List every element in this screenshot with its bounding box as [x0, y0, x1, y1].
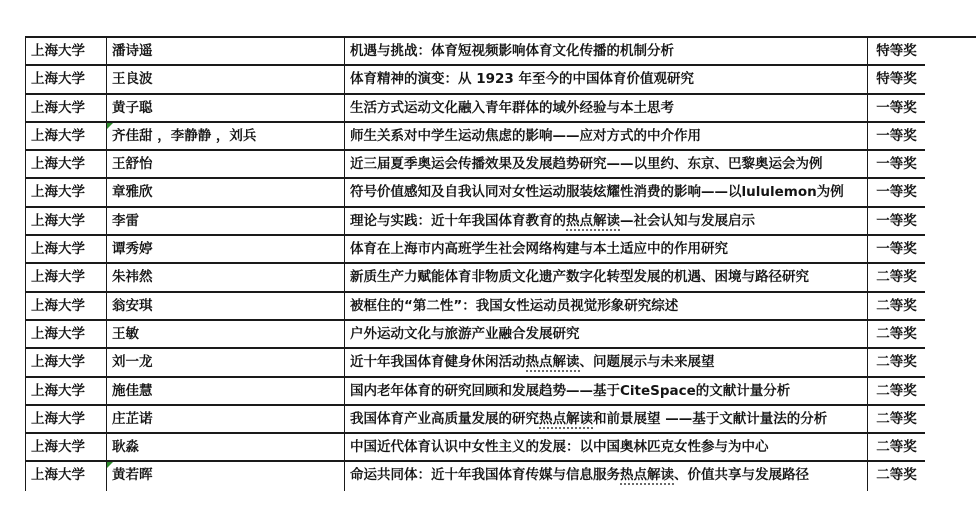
cell-university[interactable]: 上海大学: [25, 151, 107, 179]
cell-authors[interactable]: 谭秀婷: [107, 236, 345, 264]
awards-table: [25, 38, 925, 491]
cell-title[interactable]: 生活方式运动文化融入青年群体的域外经验与本土思考: [345, 95, 868, 123]
cell-title[interactable]: 体育精神的演变：从 1923 年至今的中国体育价值观研究: [345, 66, 868, 94]
cell-title[interactable]: 我国体育产业高质量发展的研究热点解读和前景展望 ——基于文献计量法的分析: [345, 406, 868, 434]
cell-authors[interactable]: 章雅欣: [107, 179, 345, 207]
cell-title[interactable]: 近三届夏季奥运会传播效果及发展趋势研究——以里约、东京、巴黎奥运会为例: [345, 151, 868, 179]
cell-university[interactable]: 上海大学: [25, 406, 107, 434]
cell-authors[interactable]: 齐佳甜 ，李静静 ，刘兵: [107, 123, 345, 151]
cell-authors[interactable]: 刘一龙: [107, 349, 345, 377]
cell-award[interactable]: 一等奖: [868, 151, 925, 179]
cell-award[interactable]: 二等奖: [868, 349, 925, 377]
cell-authors[interactable]: 王良波: [107, 66, 345, 94]
cell-title[interactable]: 户外运动文化与旅游产业融合发展研究: [345, 321, 868, 349]
cell-title[interactable]: 机遇与挑战：体育短视频影响体育文化传播的机制分析: [345, 38, 868, 66]
cell-title[interactable]: 体育在上海市内高班学生社会网络构建与本土适应中的作用研究: [345, 236, 868, 264]
cell-award[interactable]: 特等奖: [868, 66, 925, 94]
cell-award[interactable]: 二等奖: [876, 467, 917, 484]
cell-title[interactable]: 师生关系对中学生运动焦虑的影响——应对方式的中介作用: [345, 123, 868, 151]
cell-university[interactable]: 上海大学: [25, 264, 107, 292]
cell-title[interactable]: 国内老年体育的研究回顾和发展趋势——基于CiteSpace的文献计量分析: [345, 378, 868, 406]
cell-authors[interactable]: 李雷: [107, 208, 345, 236]
cell-corner-marker-icon: [107, 462, 113, 468]
cell-title[interactable]: 被框住的“第二性”：我国女性运动员视觉形象研究综述: [345, 293, 868, 321]
cell-title[interactable]: 命运共同体：近十年我国体育传媒与信息服务热点解读、价值共享与发展路径: [345, 462, 868, 490]
cell-award[interactable]: 一等奖: [868, 179, 925, 207]
cell-authors[interactable]: 耿淼: [107, 434, 345, 462]
proofing-underline: 热点解读: [525, 354, 580, 371]
cell-university[interactable]: 上海大学: [25, 95, 107, 123]
cell-authors[interactable]: 施佳慧: [107, 378, 345, 406]
cell-university[interactable]: 上海大学: [25, 349, 107, 377]
cell-authors[interactable]: 庄芷诺: [107, 406, 345, 434]
cell-university[interactable]: 上海大学: [25, 236, 107, 264]
cell-university[interactable]: 上海大学: [25, 208, 107, 236]
cell-award[interactable]: 二等奖: [868, 293, 925, 321]
cell-award[interactable]: 二等奖: [868, 378, 925, 406]
cell-university[interactable]: 上海大学: [25, 321, 107, 349]
cell-university[interactable]: 上海大学: [25, 378, 107, 406]
proofing-underline: 热点解读: [566, 212, 620, 229]
cell-award[interactable]: 一等奖: [868, 95, 925, 123]
cell-authors[interactable]: 王舒怡: [107, 151, 345, 179]
cell-award[interactable]: 一等奖: [868, 236, 925, 264]
cell-award[interactable]: 一等奖: [868, 208, 925, 236]
cell-corner-marker-icon: [107, 123, 113, 129]
cell-authors[interactable]: 朱祎然: [107, 264, 345, 292]
cell-award[interactable]: 二等奖: [868, 321, 925, 349]
cell-title[interactable]: 理论与实践：近十年我国体育教育的热点解读—社会认知与发展启示: [345, 208, 868, 236]
cell-title[interactable]: 符号价值感知及自我认同对女性运动服装炫耀性消费的影响——以lululemon为例: [345, 179, 868, 207]
cell-authors[interactable]: 黄子聪: [107, 95, 345, 123]
cell-university[interactable]: 上海大学: [25, 123, 107, 151]
cell-university[interactable]: 上海大学: [25, 179, 107, 207]
proofing-underline: 热点解读: [539, 410, 593, 427]
cell-authors[interactable]: 潘诗遥: [107, 38, 345, 66]
cell-university[interactable]: 上海大学: [25, 434, 107, 462]
cell-university[interactable]: 上海大学: [25, 293, 107, 321]
cell-university[interactable]: 上海大学: [25, 66, 107, 94]
cell-title[interactable]: 中国近代体育认识中女性主义的发展：以中国奥林匹克女性参与为中心: [345, 434, 868, 462]
proofing-underline: 热点解读: [620, 467, 674, 484]
cell-award[interactable]: 二等奖: [868, 406, 925, 434]
cell-award[interactable]: 二等奖: [868, 264, 925, 292]
cell-award[interactable]: 一等奖: [868, 123, 925, 151]
cell-authors[interactable]: 翁安琪: [107, 293, 345, 321]
cell-award[interactable]: 二等奖: [868, 434, 925, 462]
cell-title[interactable]: 近十年我国体育健身休闲活动热点解读、问题展示与未来展望: [345, 349, 868, 377]
cell-university[interactable]: 上海大学: [25, 38, 107, 66]
cell-authors[interactable]: 王敏: [107, 321, 345, 349]
cell-authors[interactable]: 黄若晖: [107, 462, 345, 490]
cell-title[interactable]: 新质生产力赋能体育非物质文化遗产数字化转型发展的机遇、困境与路径研究: [345, 264, 868, 292]
cell-award[interactable]: 特等奖: [868, 38, 925, 66]
cell-university[interactable]: 上海大学: [25, 462, 107, 490]
